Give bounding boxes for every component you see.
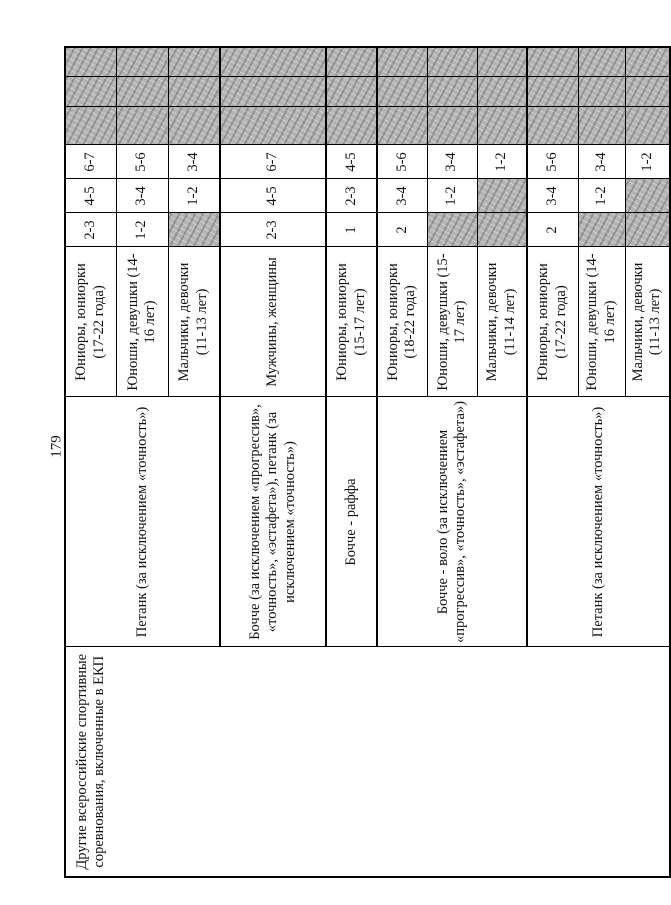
place-range-cell: 3-4 [578, 145, 625, 179]
shaded-cell [220, 107, 326, 145]
shaded-cell [625, 77, 670, 107]
shaded-cell [65, 77, 116, 107]
rotated-table-wrapper [64, 48, 664, 878]
event-cell: Петанк (за исключением «точность») [65, 397, 220, 647]
shaded-cell [168, 47, 220, 77]
shaded-cell [427, 77, 477, 107]
shaded-cell [326, 107, 377, 145]
place-range-cell: 3-4 [427, 145, 477, 179]
place-range-cell: 2 [377, 213, 427, 247]
shaded-cell [578, 47, 625, 77]
place-range-cell: 2-3 [65, 213, 116, 247]
shaded-cell [578, 77, 625, 107]
page-number: 179 [48, 435, 65, 458]
place-range-cell: 5-6 [377, 145, 427, 179]
place-range-cell: 3-4 [527, 179, 578, 213]
place-range-cell: 1-2 [578, 179, 625, 213]
age-group-cell: Мальчики, девочки (11-13 лет) [625, 247, 670, 397]
place-range-cell: 3-4 [116, 179, 168, 213]
place-range-cell: 1 [326, 213, 377, 247]
shaded-cell [625, 107, 670, 145]
shaded-cell [477, 77, 527, 107]
place-range-cell: 5-6 [116, 145, 168, 179]
qualification-table [64, 46, 671, 878]
place-range-cell: 4-5 [326, 145, 377, 179]
age-group-cell: Юниоры, юниорки (17-22 года) [65, 247, 116, 397]
place-range-cell: 1-2 [116, 213, 168, 247]
shaded-cell [65, 107, 116, 145]
place-range-cell: 2 [527, 213, 578, 247]
place-range-cell: 2-3 [220, 213, 326, 247]
place-range-cell: 5-6 [527, 145, 578, 179]
shaded-cell [625, 47, 670, 77]
shaded-cell [65, 47, 116, 77]
shaded-cell [220, 47, 326, 77]
place-range-cell: 1-2 [625, 145, 670, 179]
place-range-cell: 3-4 [168, 145, 220, 179]
shaded-cell [477, 47, 527, 77]
shaded-cell [477, 107, 527, 145]
age-group-cell: Юниоры, юниорки (15-17 лет) [326, 247, 377, 397]
shaded-cell [377, 77, 427, 107]
shaded-cell [116, 77, 168, 107]
shaded-cell [116, 47, 168, 77]
shaded-cell [578, 107, 625, 145]
place-range-cell [427, 213, 477, 247]
event-cell: Бочче (за исключением «прогрессив», «точность», «эстафета»), петанк (за исключением «точность») [220, 397, 326, 647]
shaded-cell [427, 47, 477, 77]
table-row [65, 47, 116, 877]
place-range-cell: 2-3 [326, 179, 377, 213]
age-group-cell: Юноши, девушки (14-16 лет) [578, 247, 625, 397]
shaded-cell [427, 107, 477, 145]
age-group-cell: Мальчики, девочки (11-14 лет) [477, 247, 527, 397]
discipline-cell: Другие всероссийские спортивные соревнования, включенные в ЕКП [65, 647, 670, 877]
shaded-cell [168, 107, 220, 145]
age-group-cell: Юноши, девушки (15-17 лет) [427, 247, 477, 397]
table-body [65, 47, 670, 877]
age-group-cell: Мальчики, девочки (11-13 лет) [168, 247, 220, 397]
place-range-cell [625, 213, 670, 247]
place-range-cell: 4-5 [65, 179, 116, 213]
shaded-cell [168, 77, 220, 107]
shaded-cell [377, 47, 427, 77]
shaded-cell [527, 77, 578, 107]
place-range-cell [477, 213, 527, 247]
shaded-cell [326, 77, 377, 107]
place-range-cell [477, 179, 527, 213]
place-range-cell [625, 179, 670, 213]
age-group-cell: Мужчины, женщины [220, 247, 326, 397]
place-range-cell: 3-4 [377, 179, 427, 213]
shaded-cell [527, 107, 578, 145]
shaded-cell [377, 107, 427, 145]
place-range-cell: 4-5 [220, 179, 326, 213]
place-range-cell: 1-2 [168, 179, 220, 213]
age-group-cell: Юноши, девушки (14-16 лет) [116, 247, 168, 397]
event-cell: Петанк (за исключением «точность») [527, 397, 670, 647]
place-range-cell: 6-7 [220, 145, 326, 179]
place-range-cell [168, 213, 220, 247]
age-group-cell: Юниоры, юниорки (17-22 года) [527, 247, 578, 397]
shaded-cell [527, 47, 578, 77]
age-group-cell: Юниоры, юниорки (18-22 года) [377, 247, 427, 397]
place-range-cell: 1-2 [477, 145, 527, 179]
place-range-cell: 1-2 [427, 179, 477, 213]
shaded-cell [220, 77, 326, 107]
shaded-cell [326, 47, 377, 77]
shaded-cell [116, 107, 168, 145]
place-range-cell [578, 213, 625, 247]
place-range-cell: 6-7 [65, 145, 116, 179]
event-cell: Бочче - раффа [326, 397, 377, 647]
event-cell: Бочче - воло (за исключением «прогрессив», «точность», «эстафета») [377, 397, 527, 647]
